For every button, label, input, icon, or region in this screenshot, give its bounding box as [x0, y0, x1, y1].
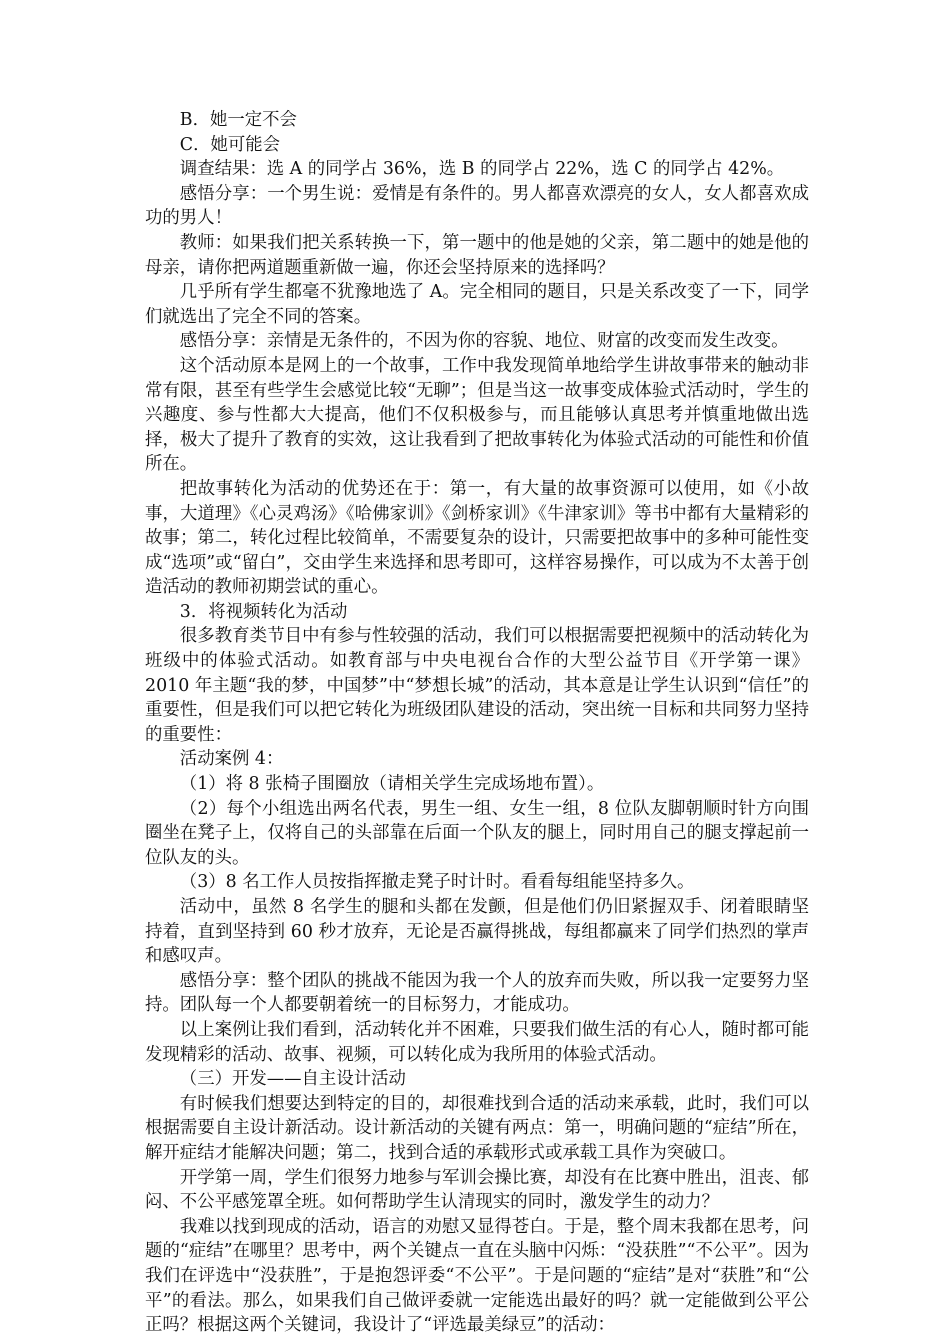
section-heading: 3．将视频转化为活动 [179, 601, 348, 622]
option-c: C．她可能会 [179, 134, 281, 155]
step-item: （1）将 8 张椅子围圈放（请相关学生完成场地布置）。 [179, 774, 605, 795]
option-b: B．她一定不会 [179, 110, 297, 130]
paragraph: 教师：如果我们把关系转换一下，第一题中的他是她的父亲，第二题中的她是他的母亲，请你把两道题重新做一遍，你还会坚持原来的选择吗？ [145, 232, 809, 278]
case-heading: 活动案例 4： [179, 749, 284, 770]
paragraph: 活动中，虽然 8 名学生的腿和头都在发颤，但是他们仍旧紧握双手、闭着眼睛坚持着，直到坚持到 60 秒才放弃，无论是否赢得挑战，每组都赢来了同学们热烈的掌声和感叹声。 [145, 897, 809, 967]
paragraph: 我难以找到现成的活动，语言的劝慰又显得苍白。于是，整个周末我都在思考，问题的“症结”在哪里？思考中，两个关键点一直在头脑中闪烁：“没获胜”“不公平”。因为我们在评选中“没获胜”，于是抱怨评委“不公平”。于是问题的“症结”是对“获胜”和“公平”的看法。那么，如果我们自己做评委就一定能选出最好的吗？就一定能做到公平公正吗？根据这两个关键词，我设计了“评选最美绿豆”的活动： [145, 1216, 809, 1336]
step-item: （3）8 名工作人员按指挥撤走凳子时计时。看看每组能坚持多久。 [179, 872, 695, 893]
paragraph: 感悟分享：整个团队的挑战不能因为我一个人的放弃而失败，所以我一定要努力坚持。团队每一个人都要朝着统一的目标努力，才能成功。 [145, 970, 809, 1016]
paragraph: 感悟分享：一个男生说：爱情是有条件的。男人都喜欢漂亮的女人，女人都喜欢成功的男人！ [145, 183, 809, 229]
section-heading: （三）开发——自主设计活动 [179, 1069, 406, 1090]
survey-result: 调查结果：选 A 的同学占 36%，选 B 的同学占 22%，选 C 的同学占 42%。 [179, 159, 785, 180]
paragraph: 感悟分享：亲情是无条件的，不因为你的容貌、地位、财富的改变而发生改变。 [179, 331, 789, 352]
step-item: （2）每个小组选出两名代表，男生一组、女生一组，8 位队友脚朝顺时针方向围圈坐在凳子上，仅将自己的头部靠在后面一个队友的腿上，同时用自己的腿支撑起前一位队友的头。 [145, 798, 809, 868]
paragraph: 这个活动原本是网上的一个故事，工作中我发现简单地给学生讲故事带来的触动非常有限，甚至有些学生会感觉比较“无聊”；但是当这一故事变成体验式活动时，学生的兴趣度、参与性都大大提高，他们不仅积极参与，而且能够认真思考并慎重地做出选择，极大了提升了教育的实效，这让我看到了把故事转化为体验式活动的可能性和价值所在。 [145, 355, 809, 475]
paragraph: 开学第一周，学生们很努力地参与军训会操比赛，却没有在比赛中胜出，沮丧、郁闷、不公平感笼罩全班。如何帮助学生认清现实的同时，激发学生的动力？ [145, 1167, 809, 1213]
paragraph: 很多教育类节目中有参与性较强的活动，我们可以根据需要把视频中的活动转化为班级中的体验式活动。如教育部与中央电视台合作的大型公益节目《开学第一课》2010 年主题“我的梦，中国梦”中“梦想长城”的活动，其本意是让学生认识到“信任”的重要性，但是我们可以把它转化为班级团队建设的活动，突出统一目标和共同努力坚持的重要性： [145, 626, 809, 745]
paragraph: 有时候我们想要达到特定的目的，却很难找到合适的活动来承载，此时，我们可以根据需要自主设计新活动。设计新活动的关键有两点：第一，明确问题的“症结”所在，解开症结才能解决问题；第二，找到合适的承载形式或承载工具作为突破口。 [145, 1093, 809, 1163]
paragraph: 以上案例让我们看到，活动转化并不困难，只要我们做生活的有心人，随时都可能发现精彩的活动、故事、视频，可以转化成为我所用的体验式活动。 [145, 1019, 809, 1065]
document-body [145, 108, 809, 1338]
paragraph: 把故事转化为活动的优势还在于：第一，有大量的故事资源可以使用，如《小故事，大道理》《心灵鸡汤》《哈佛家训》《剑桥家训》《牛津家训》等书中都有大量精彩的故事；第二，转化过程比较简单，不需要复杂的设计，只需要把故事中的多种可能性变成“选项”或“留白”，交由学生来选择和思考即可，这样容易操作，可以成为不太善于创造活动的教师初期尝试的重心。 [145, 478, 809, 598]
paragraph: 几乎所有学生都毫不犹豫地选了 A。完全相同的题目，只是关系改变了一下，同学们就选出了完全不同的答案。 [145, 282, 809, 327]
